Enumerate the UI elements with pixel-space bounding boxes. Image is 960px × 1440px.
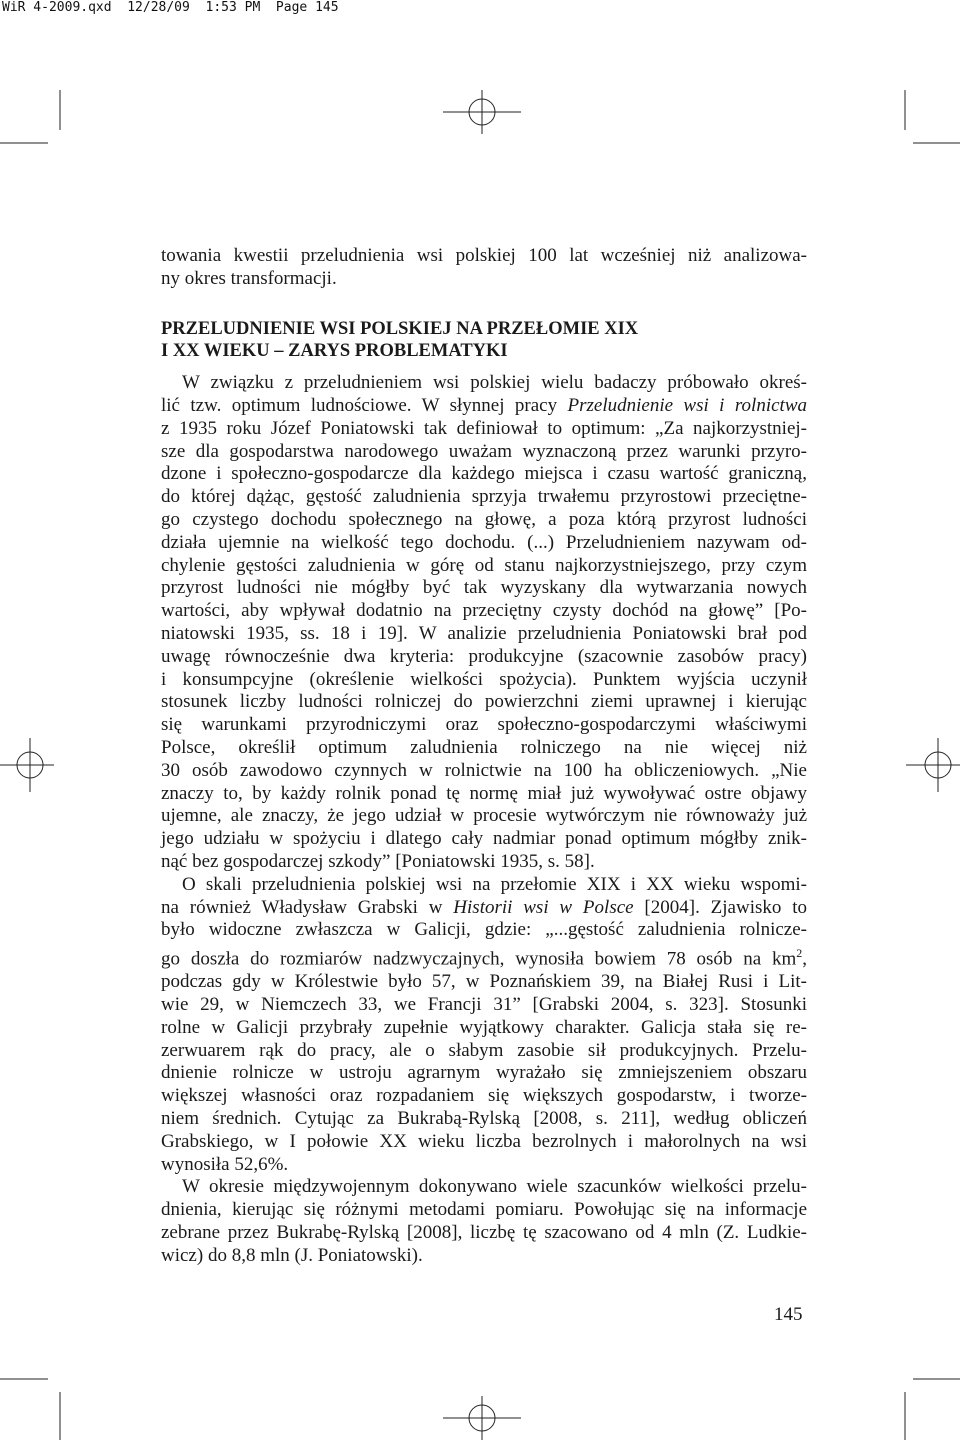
text-line: rolne w Galicji przybrały zupełnie wyjątkowy charakter. Galicja stała się re- xyxy=(161,1016,807,1038)
text-line: Grabskiego, w I połowie XX wieku liczba bezrolnych i małorolnych na wsi xyxy=(161,1130,807,1152)
text-line: nąć bez gospodarczej szkody” [Poniatowski 1935, s. 58]. xyxy=(161,850,595,872)
text-line: dzone i społeczno-gospodarcze dla każdego miejsca i czasu wartość graniczną, xyxy=(161,463,807,485)
text-line: go czystego dochodu społecznego na głowę, a poza którą przyrost ludności xyxy=(161,508,807,530)
text-line: się warunkami przyrodniczymi oraz społeczno-gospodarczymi właściwymi xyxy=(161,714,807,736)
book-title: Przeludnienie wsi i rolnictwa xyxy=(567,394,807,416)
text-line: znaczy to, by każdy rolnik ponad tę normę miał już wywoływać ostre objawy xyxy=(161,782,807,804)
text-line xyxy=(161,942,807,971)
text-run: na również Władysław Grabski w xyxy=(161,896,454,918)
text-line: wartości, aby wpływał dodatnio na przeciętny czysty dochód na głowę” [Po- xyxy=(161,600,807,622)
text-line: 30 osób zawodowo czynnych w rolnictwie na 100 ha obliczeniowych. „Nie xyxy=(161,759,807,781)
text-line: dnienia, kierując się różnymi metodami pomiaru. Powołując się na informacje xyxy=(161,1199,807,1221)
text-run: go doszła do rozmiarów nadzwyczajnych, wynosiła bowiem 78 osób na km xyxy=(161,948,797,970)
text-line: przyrost ludności nie mógłby być tak wyzyskany dla wytwarzania nowych xyxy=(161,577,807,599)
text-line: ny okres transformacji. xyxy=(161,267,337,289)
text-line: niem średnich. Cytując za Bukrabą-Rylską [2008, s. 211], według obliczeń xyxy=(161,1108,807,1130)
text-line: działa ujemnie na wielkość tego dochodu. (...) Przeludnieniem nazywam od- xyxy=(161,531,807,553)
text-line: zerwuarem rąk do pracy, ale o słabym zasobie sił produkcyjnych. Przelu- xyxy=(161,1039,807,1061)
superscript: 2 xyxy=(796,946,803,961)
text-line: i konsumpcyjne (określenie wielkości spożycia). Punktem wyjścia uczynił xyxy=(161,668,807,690)
intro-paragraph xyxy=(161,245,807,291)
text-line: Polsce, określił optimum zaludnienia rolniczego na nie więcej niż xyxy=(161,736,807,758)
registration-target-icon xyxy=(443,90,521,134)
text-line: podczas gdy w Królestwie było 57, w Poznańskiem 39, na Białej Rusi i Lit- xyxy=(161,971,807,993)
text-line: wicz) do 8,8 mln (J. Poniatowski). xyxy=(161,1244,423,1266)
text-line xyxy=(161,897,807,920)
body-text xyxy=(161,245,807,1268)
text-line: ujemne, ale znaczy, że jego udział w procesie wytwórczym nie równoważy już xyxy=(161,805,807,827)
text-line: uwagę równocześnie dwa kryteria: produkcyjne (szacownie zasobów pracy) xyxy=(161,645,807,667)
text-run: , xyxy=(802,948,807,970)
text-line: niatowski 1935, ss. 18 i 19]. W analizie przeludnienia Poniatowski brał pod xyxy=(161,622,807,644)
text-line: wynosiła 52,6%. xyxy=(161,1153,289,1175)
text-line: jego udziału w spożyciu i dlatego cały nadmiar ponad optimum mógłby znik- xyxy=(161,828,807,850)
text-line: dnienie rolnicze w ustroju agrarnym wyrażało się zmniejszeniem obszaru xyxy=(161,1062,807,1084)
paragraph-grabski xyxy=(161,874,807,1177)
book-title: Historii wsi w Polsce xyxy=(453,896,634,918)
text-line: większej własności oraz rozpadaniem się większych gospodarstw, i tworze- xyxy=(161,1085,807,1107)
text-line: z 1935 roku Józef Poniatowski tak definiował to optimum: „Za najkorzystniej- xyxy=(161,417,807,439)
text-line: towania kwestii przeludnienia wsi polskiej 100 lat wcześniej niż analizowa- xyxy=(161,245,807,266)
paragraph-optimum xyxy=(161,372,807,874)
text-line: stosunek liczby ludności rolniczej do powierzchni ziemi uprawnej i kierując xyxy=(161,691,807,713)
text-line: W związku z przeludnieniem wsi polskiej wielu badaczy próbowało okreś- xyxy=(182,372,807,394)
text-run: lić tzw. optimum ludnościowe. W słynnej pracy xyxy=(161,394,568,416)
text-line: do której dążąc, gęstość zaludnienia sprzyja trwałemu przyrostowi przeciętne- xyxy=(161,486,807,508)
text-line: O skali przeludnienia polskiej wsi na przełomie XIX i XX wieku wspomi- xyxy=(182,873,807,895)
print-slug: WiR 4-2009.qxd 12/28/09 1:53 PM Page 145 xyxy=(2,0,339,15)
page-number: 145 xyxy=(774,1304,803,1325)
paragraph-interwar xyxy=(161,1176,807,1267)
registration-target-icon xyxy=(0,738,54,792)
text-line: było widoczne zwłaszcza w Galicji, gdzie: „...gęstość zaludnienia rolnicze- xyxy=(161,919,807,941)
text-line: W okresie międzywojennym dokonywano wiele szacunków wielkości przelu- xyxy=(182,1176,807,1198)
section-heading xyxy=(161,318,807,364)
text-line: zebrane przez Bukrabę-Rylską [2008], liczbę tę szacowano od 4 mln (Z. Ludkie- xyxy=(161,1222,807,1243)
text-line xyxy=(161,395,807,418)
heading-line: PRZELUDNIENIE WSI POLSKIEJ NA PRZEŁOMIE XIX xyxy=(161,318,639,339)
registration-target-icon xyxy=(443,1396,521,1440)
text-run: [2004]. Zjawisko to xyxy=(633,896,807,918)
text-line: sze dla gospodarstwa narodowego uważam wyznaczoną przez warunki przyro- xyxy=(161,440,807,462)
text-line: wie 29, w Niemczech 33, we Francji 31” [Grabski 2004, s. 323]. Stosunki xyxy=(161,994,807,1016)
text-line: chylenie gęstości zaludnienia w górę od stanu najkorzystniejszego, przy czym xyxy=(161,554,807,576)
registration-target-icon xyxy=(906,738,960,792)
heading-line: I XX WIEKU – ZARYS PROBLEMATYKI xyxy=(161,341,508,362)
